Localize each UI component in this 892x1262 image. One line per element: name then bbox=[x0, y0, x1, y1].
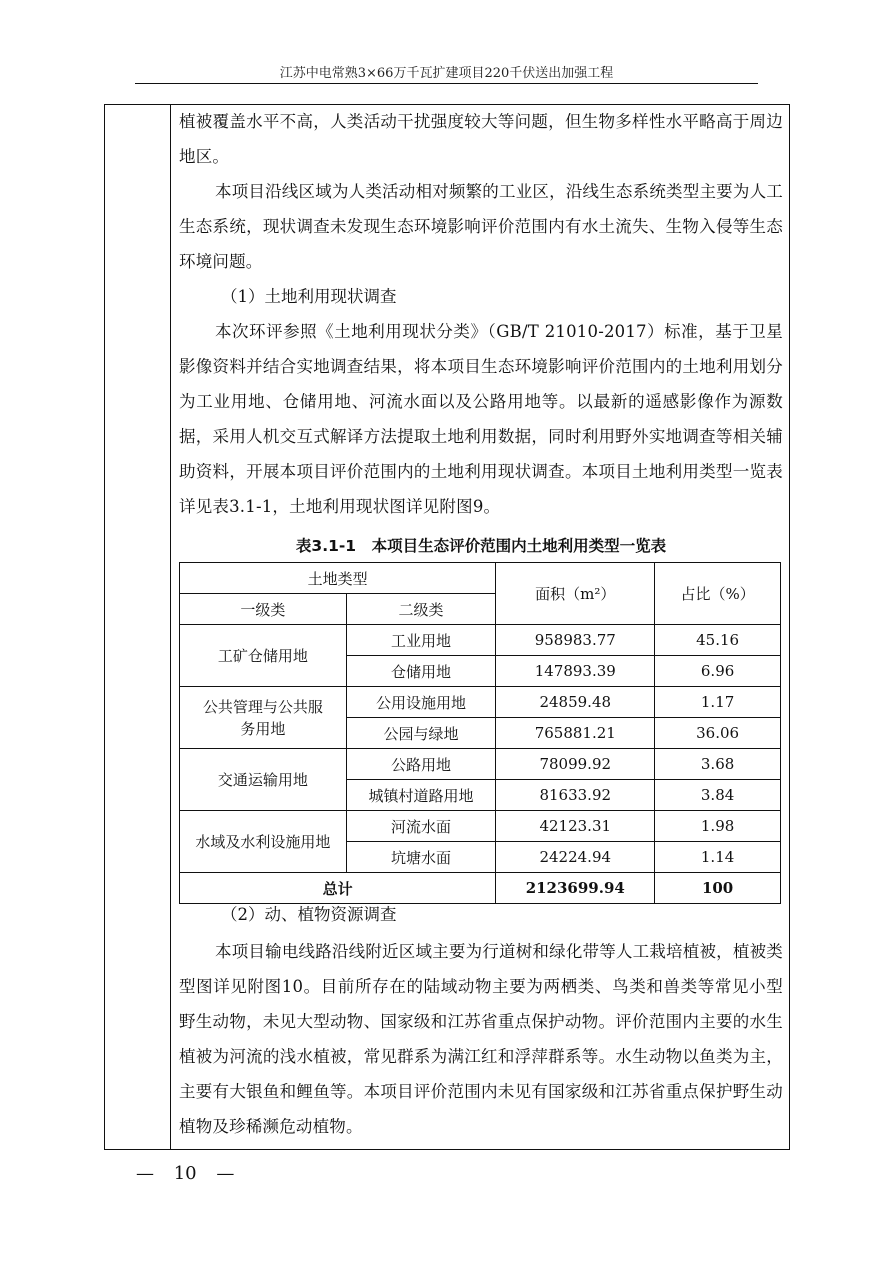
cell-ratio: 1.17 bbox=[655, 687, 781, 718]
cell-area: 81633.92 bbox=[496, 780, 655, 811]
paragraph-flora-fauna: 本项目输电线路沿线附近区域主要为行道树和绿化带等人工栽培植被，植被类型图详见附图10。目前所存在的陆域动物主要为两栖类、鸟类和兽类等常见小型野生动物，未见大型动物、国家级和江苏省重点保护动物。评价范围内主要的水生植被为河流的浅水植被，常见群系为满江红和浮萍群系等。水生动物以鱼类为主，主要有大银鱼和鲤鱼等。本项目评价范围内未见有国家级和江苏省重点保护野生动植物及珍稀濒危动植物。 bbox=[179, 942, 783, 1136]
cell-level1: 水域及水利设施用地 bbox=[180, 811, 347, 873]
table-row bbox=[180, 687, 781, 718]
cell-level2: 公用设施用地 bbox=[346, 687, 496, 718]
cell-level2: 河流水面 bbox=[346, 811, 496, 842]
cell-level2: 公路用地 bbox=[346, 749, 496, 780]
paragraph-continued: 植被覆盖水平不高，人类活动干扰强度较大等问题，但生物多样性水平略高于周边地区。 bbox=[179, 112, 783, 166]
page-number: 10 bbox=[173, 1163, 197, 1184]
cell-area: 765881.21 bbox=[496, 718, 655, 749]
cell-area: 147893.39 bbox=[496, 656, 655, 687]
cell-ratio: 3.68 bbox=[655, 749, 781, 780]
table-header-row bbox=[180, 563, 781, 594]
land-use-table bbox=[179, 562, 781, 904]
cell-level2: 坑塘水面 bbox=[346, 842, 496, 873]
cell-level1: 交通运输用地 bbox=[180, 749, 347, 811]
table-caption: 表3.1-1 本项目生态评价范围内土地利用类型一览表 bbox=[295, 537, 667, 555]
footer-dash-left: — bbox=[136, 1163, 154, 1184]
header-level1: 一级类 bbox=[180, 594, 347, 625]
cell-area: 42123.31 bbox=[496, 811, 655, 842]
cell-ratio: 45.16 bbox=[655, 625, 781, 656]
total-label: 总计 bbox=[180, 873, 496, 904]
cell-ratio: 3.84 bbox=[655, 780, 781, 811]
total-ratio: 100 bbox=[655, 873, 781, 904]
frame-left-column-divider bbox=[170, 104, 171, 1150]
header-land-type: 土地类型 bbox=[180, 563, 496, 594]
cell-level1: 公共管理与公共服务用地 bbox=[180, 687, 347, 749]
cell-level2: 工业用地 bbox=[346, 625, 496, 656]
header-ratio: 占比（%） bbox=[655, 563, 781, 625]
paragraph-land-use: 本次环评参照《土地利用现状分类》（GB/T 21010-2017）标准，基于卫星影像资料并结合实地调查结果，将本项目生态环境影响评价范围内的土地利用划分为工业用地、仓储用地、河流水面以及公路用地等。以最新的遥感影像作为源数据，采用人机交互式解译方法提取土地利用数据，同时利用野外实地调查等相关辅助资料，开展本项目评价范围内的土地利用现状调查。本项目土地利用类型一览表详见表3.1-1，土地利用现状图详见附图9。 bbox=[179, 322, 783, 516]
cell-ratio: 1.14 bbox=[655, 842, 781, 873]
cell-level1: 工矿仓储用地 bbox=[180, 625, 347, 687]
section-heading-land-use: （1）土地利用现状调查 bbox=[221, 287, 397, 306]
cell-area: 78099.92 bbox=[496, 749, 655, 780]
section-heading-flora-fauna: （2）动、植物资源调查 bbox=[221, 905, 397, 924]
cell-ratio: 1.98 bbox=[655, 811, 781, 842]
header-area: 面积（m²） bbox=[496, 563, 655, 625]
table-row bbox=[180, 749, 781, 780]
total-area: 2123699.94 bbox=[496, 873, 655, 904]
cell-area: 24859.48 bbox=[496, 687, 655, 718]
page-footer bbox=[136, 1163, 234, 1184]
cell-level2: 城镇村道路用地 bbox=[346, 780, 496, 811]
upper-content bbox=[179, 104, 783, 564]
cell-ratio: 36.06 bbox=[655, 718, 781, 749]
table-row bbox=[180, 811, 781, 842]
paragraph-ecosystem: 本项目沿线区域为人类活动相对频繁的工业区，沿线生态系统类型主要为人工生态系统，现状调查未发现生态环境影响评价范围内有水土流失、生物入侵等生态环境问题。 bbox=[179, 182, 783, 271]
table-row bbox=[180, 625, 781, 656]
cell-area: 958983.77 bbox=[496, 625, 655, 656]
header-level2: 二级类 bbox=[346, 594, 496, 625]
header-rule bbox=[135, 83, 758, 84]
footer-dash-right: — bbox=[216, 1163, 235, 1184]
lower-content bbox=[179, 899, 783, 1144]
cell-ratio: 6.96 bbox=[655, 656, 781, 687]
cell-area: 24224.94 bbox=[496, 842, 655, 873]
cell-level2: 公园与绿地 bbox=[346, 718, 496, 749]
page-header-title: 江苏中电常熟3×66万千瓦扩建项目220千伏送出加强工程 bbox=[279, 66, 614, 81]
cell-level2: 仓储用地 bbox=[346, 656, 496, 687]
